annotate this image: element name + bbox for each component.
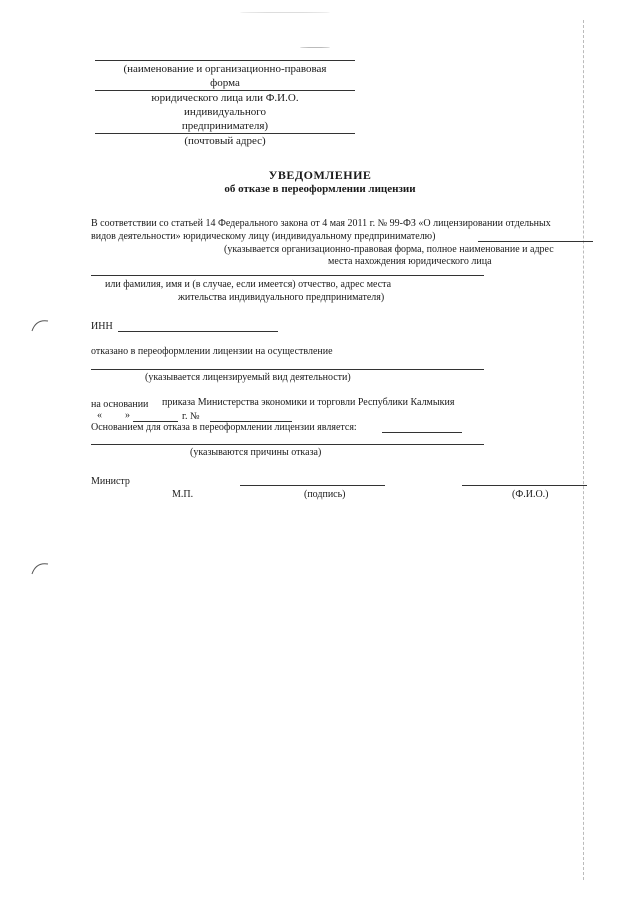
activity-hint: (указывается лицензируемый вид деятельности): [145, 372, 351, 383]
addressee-hint: предпринимателя): [181, 120, 269, 132]
stamp-label: М.П.: [172, 489, 194, 500]
date-quote-close: »: [125, 410, 130, 421]
name-hint: (Ф.И.О.): [512, 489, 549, 500]
postal-address-hint: (почтовый адрес): [184, 135, 266, 147]
addressee-hint: (наименование и организационно-правовая: [123, 63, 327, 75]
signature-hint: (подпись): [304, 489, 346, 500]
hint-legal-form: (указывается организационно-правовая форма, полное наименование и адрес: [224, 244, 554, 255]
addressee-hint: юридического лица или Ф.И.О.: [151, 92, 299, 104]
basis-label: на основании: [91, 399, 149, 410]
hint-residence: жительства индивидуального предпринимателя): [178, 292, 385, 303]
date-quote-open: «: [97, 410, 102, 421]
minister-label: Министр: [91, 476, 130, 487]
reason-hint: (указываются причины отказа): [190, 447, 322, 458]
reason-label: Основанием для отказа в переоформлении лицензии является:: [91, 422, 357, 433]
reason-field-2: [91, 444, 484, 445]
punch-hole-mark-top: [30, 315, 52, 335]
addressee-line: [95, 133, 355, 134]
addressee-line: [95, 90, 355, 91]
scan-edge-line: [583, 20, 584, 880]
name-field: [462, 485, 587, 486]
document-subtitle: об отказе в переоформлении лицензии: [224, 183, 416, 195]
addressee-hint: индивидуального: [184, 106, 266, 118]
basis-text: приказа Министерства экономики и торговли Республики Калмыкия: [162, 397, 455, 408]
fill-line: [478, 241, 593, 242]
body-line-2: видов деятельности» юридическому лицу (индивидуальному предпринимателю): [91, 231, 436, 242]
reason-field: [382, 432, 462, 433]
scan-speck: [240, 12, 330, 13]
date-year-number: г. №: [182, 411, 200, 422]
activity-field: [91, 369, 484, 370]
fill-line: [91, 275, 484, 276]
inn-label: ИНН: [91, 321, 113, 332]
hint-location: места нахождения юридического лица: [328, 256, 492, 267]
document-title: УВЕДОМЛЕНИЕ: [268, 168, 372, 182]
signature-field: [240, 485, 385, 486]
refused-text: отказано в переоформлении лицензии на осуществление: [91, 346, 333, 357]
scan-speck: [300, 47, 330, 48]
inn-field: [118, 331, 278, 332]
body-line-1: В соответствии со статьей 14 Федерального закона от 4 мая 2011 г. № 99-ФЗ «О лицензировании отдельных: [91, 218, 551, 229]
hint-fio: или фамилия, имя и (в случае, если имеется) отчество, адрес места: [105, 279, 392, 290]
addressee-line: [95, 60, 355, 61]
punch-hole-mark-bottom: [30, 558, 52, 578]
addressee-hint: форма: [210, 77, 240, 89]
